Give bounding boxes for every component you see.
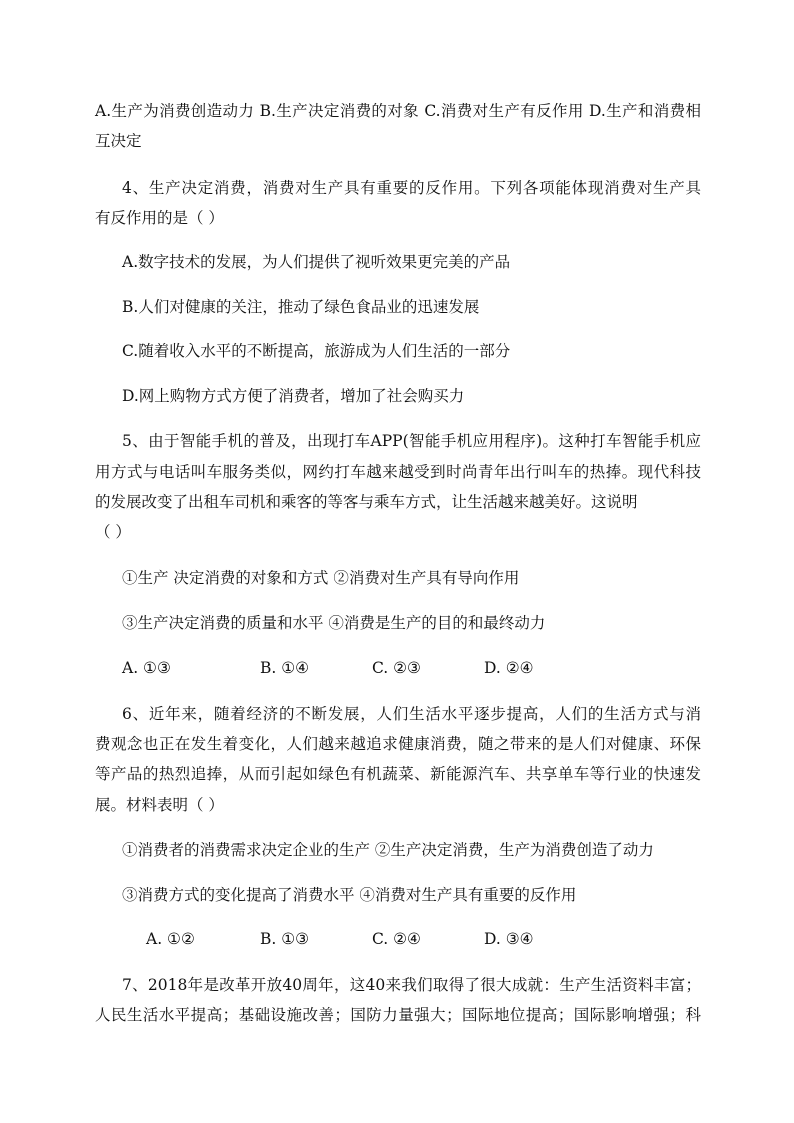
- q7-stem: 7、2018年是改革开放40周年，这40来我们取得了很大成就：生产生活资料丰富；: [122, 976, 701, 994]
- q6-stem-line3: 等产品的热烈追捧，从而引起如绿色有机蔬菜、新能源汽车、共享单车等行业的快速发: [95, 765, 701, 783]
- q4-stem: 4、生产决定消费，消费对生产具有重要的反作用。下列各项能体现消费对生产具: [122, 179, 701, 197]
- q5-choice-b: B. ①④: [260, 659, 310, 677]
- q3-options-line: A.生产为消费创造动力 B.生产决定消费的对象 C.消费对生产有反作用 D.生产和消费相: [95, 102, 701, 120]
- q7-stem-line2: 人民生活水平提高；基础设施改善；国防力量强大；国际地位提高；国际影响增强；科: [95, 1006, 701, 1024]
- q6-choice-a: A. ①②: [146, 930, 195, 948]
- q5-stem: 5、由于智能手机的普及，出现打车APP(智能手机应用程序)。这种打车智能手机应: [122, 432, 701, 450]
- q6-items-row2: ③消费方式的变化提高了消费水平 ④消费对生产具有重要的反作用: [122, 886, 577, 904]
- q4-option-a: A.数字技术的发展，为人们提供了视听效果更完美的产品: [122, 253, 511, 271]
- q5-choice-c: C. ②③: [372, 659, 421, 677]
- q6-choice-b: B. ①③: [260, 930, 310, 948]
- q5-choice-a: A. ①③: [122, 659, 171, 677]
- q5-items-row2: ③生产决定消费的质量和水平 ④消费是生产的目的和最终动力: [122, 614, 546, 632]
- q5-choice-d: D. ②④: [484, 659, 534, 677]
- q5-stem-line3: 的发展改变了出租车司机和乘客的等客与乘车方式，让生活越来越美好。这说明: [95, 493, 638, 511]
- q5-items-row1: ①生产 决定消费的对象和方式 ②消费对生产具有导向作用: [122, 569, 520, 587]
- q6-stem-line2: 费观念也正在发生着变化，人们越来越追求健康消费，随之带来的是人们对健康、环保: [95, 735, 701, 753]
- q5-stem-line2: 用方式与电话叫车服务类似，网约打车越来越受到时尚青年出行叫车的热捧。现代科技: [95, 463, 701, 481]
- q5-answer-blank: （ ）: [95, 523, 131, 541]
- q4-stem-continued: 有反作用的是（ ）: [95, 209, 224, 227]
- q6-stem-line4: 展。材料表明（ ）: [95, 796, 224, 814]
- q4-option-b: B.人们对健康的关注，推动了绿色食品业的迅速发展: [122, 298, 480, 316]
- q6-items-row1: ①消费者的消费需求决定企业的生产 ②生产决定消费，生产为消费创造了动力: [122, 841, 654, 859]
- q3-options-line-continued: 互决定: [95, 132, 142, 150]
- q6-choice-d: D. ③④: [484, 930, 534, 948]
- q4-option-c: C.随着收入水平的不断提高，旅游成为人们生活的一部分: [122, 342, 511, 360]
- q6-choice-c: C. ②④: [372, 930, 421, 948]
- q6-stem: 6、近年来，随着经济的不断发展，人们生活水平逐步提高，人们的生活方式与消: [122, 705, 701, 723]
- q4-option-d: D.网上购物方式方便了消费者，增加了社会购买力: [122, 387, 465, 405]
